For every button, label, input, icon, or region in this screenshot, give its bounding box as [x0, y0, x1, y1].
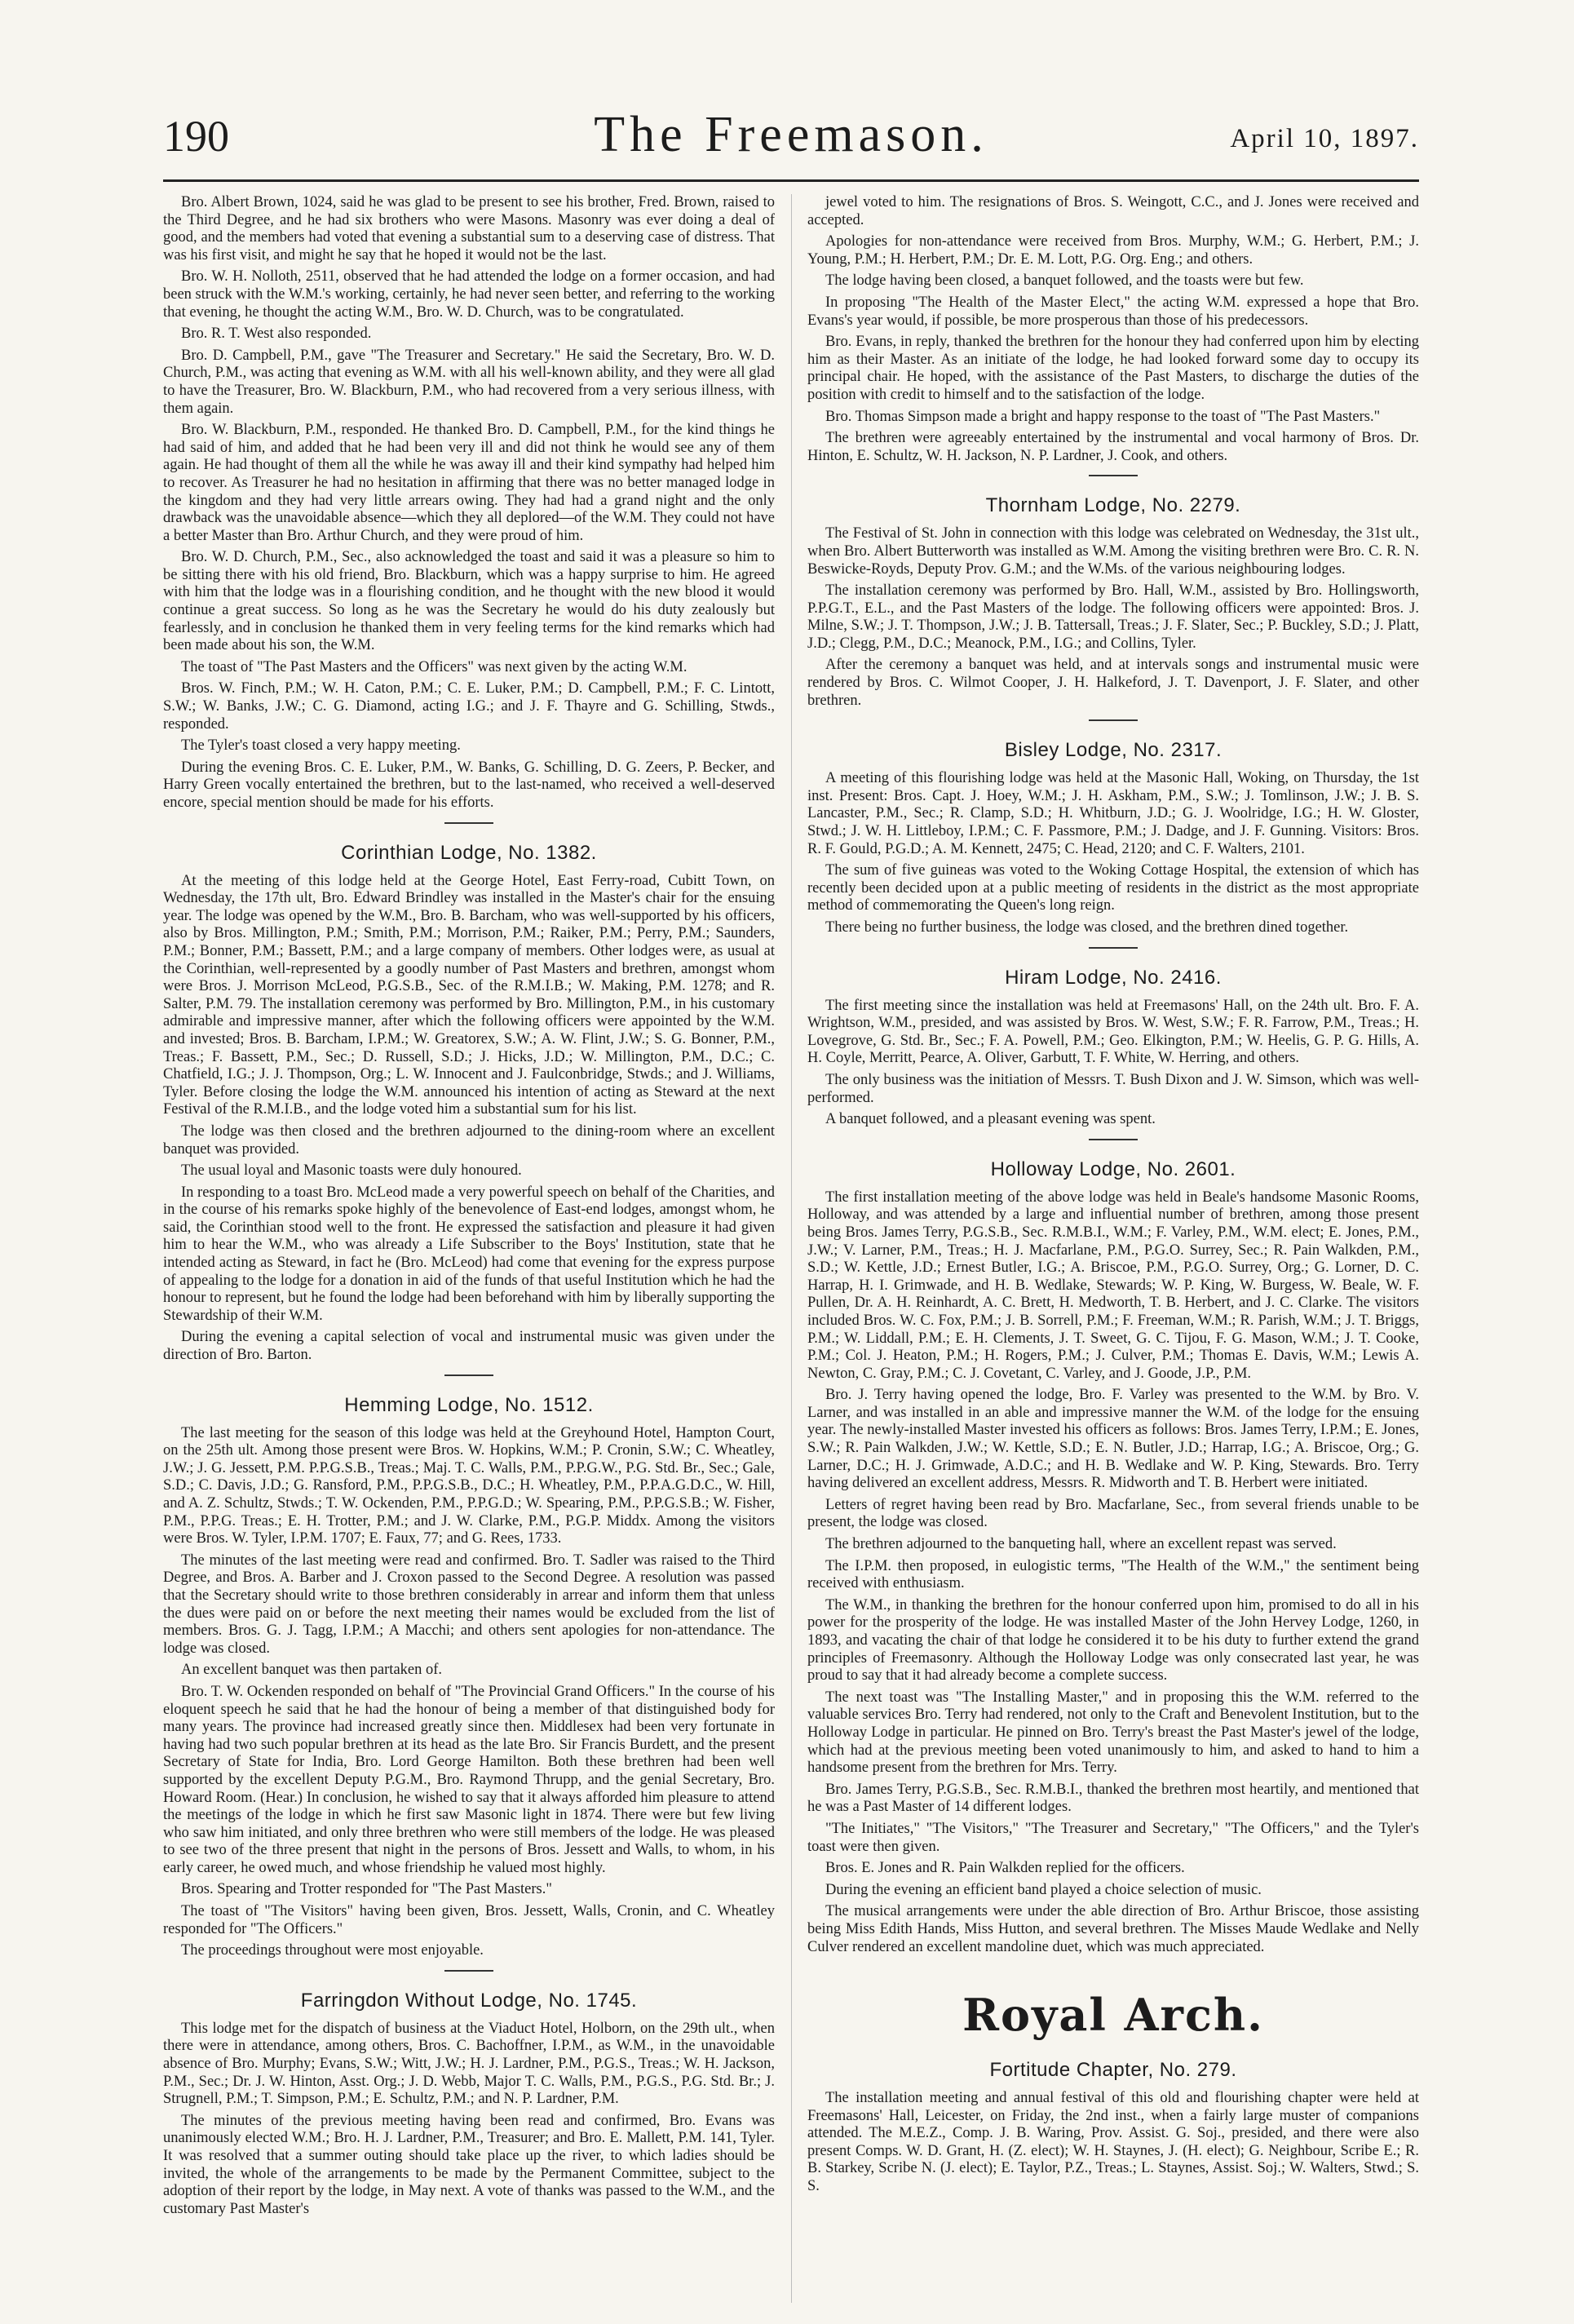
- paragraph: The usual loyal and Masonic toasts were duly honoured.: [181, 1162, 522, 1180]
- paragraph: Bro. W. H. Nolloth, 2511, observed that he had attended the lodge on a former occasion, and had been struck with the W.M.'s working, certainly, he had never seen better, and referring to the working that evening, he thought the acting W.M., Bro. W. D. Church, was to be congratulated.: [163, 268, 775, 321]
- paragraph: At the meeting of this lodge held at the George Hotel, East Ferry-road, Cubitt Town, on Wednesday, the 17th ult, Bro. Edward Brindley was installed in the Master's chair for the ensuing year. The lodge was opened by the W.M., Bro. B. Barcham, who was well-supported by his officers, also by Bros. Millington, P.M.; Smith, P.M.; Morrison, P.M.; Raiker, P.M.; Perry, P.M.; Saunders, P.M.; Bonner, P.M.; Bassett, P.M.; and a large company of members. Other lodges were, as usual at the Corinthian, well-represented by a goodly number of Past Masters and brethren, amongst whom were Bros. J. Morrison McLeod, P.G.S.B., Sec. of the R.M.I.B.; W. Making, P.M. 1278; and R. Salter, P.M. 79. The installation ceremony was performed by Bro. Millington, P.M., in his customary admirable and impressive manner, after which the following officers were appointed by the W.M. and invested; Bros. B. Barcham, I.P.M.; W. Greatorex, S.W.; A. W. Flint, J.W.; S. G. Bonner, P.M., Treas.; F. Bassett, P.M., Sec.; D. Russell, S.D.; J. Hicks, J.D.; W. Millington, P.M., D.C.; C. Chatfield, I.G.; J. J. Thompson, Org.; L. W. Innocent and J. Faulconbridge, Stwds.; and J. Williams, Tyler. Before closing the lodge the W.M. announced his intention of acting as Steward at the next Festival of the R.M.I.B., and the lodge voted him a substantial sum for his list.: [163, 872, 775, 1118]
- column-divider: [791, 194, 792, 2303]
- paragraph: The first installation meeting of the above lodge was held in Beale's handsome Masonic Rooms, Holloway, and was attended by a large and influential number of brethren, among those present being Bros. James Terry, P.G.S.B., Sec. R.M.B.I., W.M.; F. Varley, P.M., W.M. elect; E. Jones, P.M., J.W.; V. Larner, P.M., Treas.; H. J. Macfarlane, P.M., P.G.O. Surrey, Sec.; R. Pain Walkden, P.M., S.D.; W. Kettle, J.D.; Ernest Butler, I.G.; A. Briscoe, P.M., P.G.O. Surrey, Org.; G. Lorner, D. C. Harrap, H. I. Grimwade, and H. B. Wedlake, Stewards; W. P. King, W. Burgess, W. Beale, W. F. Pullen, Dr. A. H. Reinhardt, A. C. Brett, H. Medworth, T. B. Herbert, and J. C. Clarke. The visitors included Bros. W. C. Fox, P.M.; J. B. Sorrell, P.M.; F. Freeman, W.M.; R. Parish, W.M.; J. T. Briggs, P.M.; W. Liddall, P.M.; E. H. Clements, J. T. Sweet, G. C. Tijou, F. G. Mason, W.M.; J. T. Cooke, P.M.; Col. J. Heaton, P.M.; H. Rogers, P.M.; J. Culver, P.M.; Thomas E. Davis, W.M.; Lewis A. Newton, C. Gray, P.M.; C. J. Covetant, C. Varley, and J. Goode, J.P., P.M.: [807, 1189, 1419, 1382]
- royal-arch-title: Royal Arch.: [962, 1989, 1264, 2042]
- paragraph: The brethren adjourned to the banqueting hall, where an excellent repast was served.: [825, 1536, 1337, 1553]
- paragraph: Letters of regret having been read by Bro. Macfarlane, Sec., from several friends unable to be present, the lodge was closed.: [807, 1496, 1419, 1531]
- section-heading: Bisley Lodge, No. 2317.: [1004, 739, 1223, 762]
- section-heading: Holloway Lodge, No. 2601.: [990, 1158, 1236, 1180]
- issue-date: April 10, 1897.: [1230, 124, 1419, 153]
- section-separator: [1089, 719, 1138, 721]
- lodge-report: [163, 1970, 775, 2219]
- section-separator: [444, 822, 493, 824]
- paragraph: Bro. James Terry, P.G.S.B., Sec. R.M.B.I., thanked the brethren most heartily, and mentioned that he was a Past Master of 14 different lodges.: [807, 1781, 1419, 1816]
- paragraph: The minutes of the last meeting were read and confirmed. Bro. T. Sadler was raised to the Third Degree, and Bros. A. Barber and J. Croxon passed to the Second Degree. A resolution was passed that the Secretary should write to those brethren considerably in arrear and inform them that unless the dues were paid on or before the next meeting their names would be excluded from the list of members. Bros. G. J. Tagg, I.P.M.; A Macchi; and others sent apologies for non-attendance. The lodge was closed.: [163, 1552, 775, 1657]
- paragraph: The toast of "The Visitors" having been given, Bros. Jessett, Walls, Cronin, and C. Wheatley responded for "The Officers.": [163, 1903, 775, 1937]
- section-heading: Hiram Lodge, No. 2416.: [1005, 966, 1222, 989]
- paragraph: The lodge having been closed, a banquet followed, and the toasts were but few.: [825, 272, 1304, 290]
- paragraph: The last meeting for the season of this lodge was held at the Greyhound Hotel, Hampton Court, on the 25th ult. Among those present were Bros. W. Hopkins, W.M.; P. Cronin, S.W.; C. Wheatley, J.W.; J. G. Jessett, P.M. P.P.G.S.B., Treas.; Maj. T. C. Walls, P.M., P.P.G.W., P.G. Std. Br., Sec.; Gale, S.D.; C. Davis, J.D.; G. Ransford, P.M., P.P.G.S.B., D.C.; H. Wheatley, P.M., P.P.A.G.D.C., W. Hill, and A. Z. Schultz, Stwds.; T. W. Ockenden, P.M., P.P.G.D.; W. Spearing, P.M., P.P.G.S.B.; W. Fisher, P.M., P.P.G. Treas.; E. H. Trotter, P.M.; and J. W. Clarke, P.M., P.G.P. Middx. Among the visitors were Bros. W. Tyler, I.P.M. 1707; E. Faux, 77; and G. Rees, 1733.: [163, 1424, 775, 1547]
- paragraph: The toast of "The Past Masters and the Officers" was next given by the acting W.M.: [181, 658, 688, 675]
- paragraph: The minutes of the previous meeting having been read and confirmed, Bro. Evans was unanimously elected W.M.; Bro. H. J. Lardner, P.M., Treasurer; and Bro. E. Mallett, P.M. 141, Tyler. It was resolved that a summer outing should take place up the river, to which ladies should be invited, the whole of the arrangements to be made by the Permanent Committee, subject to the adoption of their report by the lodge, in May next. A vote of thanks was passed to the W.M., and the customary Past Master's: [163, 2112, 775, 2217]
- lodge-report: [807, 475, 1419, 710]
- paragraph: Bro. W. D. Church, P.M., Sec., also acknowledged the toast and said it was a pleasure so him to be sitting there with his old friend, Bro. Blackburn, which was a happy surprise to him. He agreed with him that the lodge was in a flourishing condition, and he thought with the new blood it would continue a great success. So long as he was the Secretary he would do his duty zealously but fearlessly, and in conclusion he thanked them in very feeling terms for the kind remarks which had been made about his son, the W.M.: [163, 549, 775, 654]
- paragraph: During the evening Bros. C. E. Luker, P.M., W. Banks, G. Schilling, D. G. Zeers, P. Becker, and Harry Green vocally entertained the brethren, but to the last-named, who received a well-deserved encore, special mention should be made for his efforts.: [163, 759, 775, 811]
- section-separator: [444, 1970, 493, 1972]
- lodge-report: [163, 822, 775, 1365]
- paragraph: The I.P.M. then proposed, in eulogistic terms, "The Health of the W.M.," the sentiment being received with enthusiasm.: [807, 1557, 1419, 1592]
- paragraph: "The Initiates," "The Visitors," "The Treasurer and Secretary," "The Officers," and the Tyler's toast were then given.: [807, 1820, 1419, 1855]
- section-heading: Corinthian Lodge, No. 1382.: [341, 841, 597, 864]
- paragraph: Bro. W. Blackburn, P.M., responded. He thanked Bro. D. Campbell, P.M., for the kind things he had said of him, and added that he had been very ill and did not think he would see any of them again. He had thought of them all the while he was away ill and their kind sympathy had helped him to recover. As Treasurer he had no hesitation in affirming that there was no better managed lodge in the kingdom and they had very little arrears owing. They had had a grand night and the only drawback was the unavoidable absence—which they all deplored—of the W.M. They could not have a better Master than Bro. Arthur Church, and they were proud of him.: [163, 422, 775, 544]
- paragraph: The installation ceremony was performed by Bro. Hall, W.M., assisted by Bro. Hollingsworth, P.P.G.T., E.L., and the Past Masters of the lodge. The following officers were appointed: Bros. J. Milne, S.W.; J. T. Thompson, J.W.; J. B. Tattersall, Treas.; J. F. Slater, Sec.; P. Buckley, S.D.; J. Platt, J.D.; Clegg, P.M., D.C.; Meanock, P.M., I.G.; and Collins, Tyler.: [807, 582, 1419, 652]
- paragraph: A banquet followed, and a pleasant evening was spent.: [825, 1111, 1156, 1128]
- left-column: [163, 194, 775, 2303]
- paragraph: Bro. Evans, in reply, thanked the brethren for the honour they had conferred upon him by electing him as their Master. As an initiate of the lodge, he had looked forward some day to occupy its principal chair. He hoped, with the assistance of the Past Masters, to discharge the duties of the position with credit to himself and to the satisfaction of the lodge.: [807, 334, 1419, 403]
- section-heading: Thornham Lodge, No. 2279.: [985, 494, 1241, 517]
- paragraph: The Tyler's toast closed a very happy meeting.: [181, 737, 461, 755]
- section-separator: [444, 1374, 493, 1376]
- paragraph: The Festival of St. John in connection with this lodge was celebrated on Wednesday, the 31st ult., when Bro. Albert Butterworth was installed as W.M. Among the visiting brethren were Bro. C. R. N. Beswicke-Royds, Deputy Prov. G.M.; and the W.Ms. of the various neighbouring lodges.: [807, 525, 1419, 578]
- right-column: [807, 194, 1419, 2303]
- page-number: 190: [163, 112, 229, 161]
- paragraph: Bro. R. T. West also responded.: [181, 325, 372, 343]
- paragraph: The musical arrangements were under the able direction of Bro. Arthur Briscoe, those assisting being Miss Edith Hands, Miss Hutton, and several brethren. The Misses Maude Wedlake and Nelly Culver rendered an excellent mandoline duet, which was much appreciated.: [807, 1903, 1419, 1955]
- paragraph: Bro. J. Terry having opened the lodge, Bro. F. Varley was presented to the W.M. by Bro. V. Larner, and was installed in an able and impressive manner the W.M. of the lodge for the ensuing year. The newly-installed Master invested his officers as follows: Bros. James Terry, I.P.M.; E. Jones, S.W.; R. Pain Walkden, J.W.; W. Kettle, S.D.; E. N. Butler, J.D.; Harrap, I.G.; A. Briscoe, Org.; G. Larner, D.C.; H. J. Grimwade, A.D.C.; and H. B. Wedlake and W. P. King, Stewards. Bro. Terry having delivered an excellent address, Messrs. R. Midworth and T. B. Herbert were initiated.: [807, 1387, 1419, 1492]
- paragraph: This lodge met for the dispatch of business at the Viaduct Hotel, Holborn, on the 29th ult., when there were in attendance, among others, Bros. C. Bachoffner, I.P.M., as W.M., in the unavoidable absence of Bro. Murphy; Evans, S.W.; Witt, J.W.; H. J. Lardner, P.M., P.G.S., Treas.; W. H. Jackson, P.M., Sec.; Dr. J. W. Hinton, Asst. Org.; J. D. Webb, Major T. C. Walls, P.M., P.G.S., P.G. Std. Br.; J. Strugnell, P.M.; T. Simpson, P.M.; E. Schultz, P.M.; and N. P. Lardner, P.M.: [163, 2020, 775, 2108]
- paragraph: Bro. Thomas Simpson made a bright and happy response to the toast of "The Past Masters.": [825, 408, 1381, 425]
- paragraph: Apologies for non-attendance were received from Bros. Murphy, W.M.; G. Herbert, P.M.; J. Young, P.M.; H. Herbert, P.M.; Dr. E. M. Lott, P.G. Org. Eng.; and others.: [807, 233, 1419, 268]
- newspaper-title: The Freemason.: [594, 107, 988, 162]
- paragraph: Bro. T. W. Ockenden responded on behalf of "The Provincial Grand Officers." In the course of his eloquent speech he said that he had the honour of being a member of that distinguished body for many years. The province had increased greatly since then. Middlesex had been very fortunate in having had two such popular brethren at its head as the late Bro. Sir Francis Burdett, and the present Secretary of State for India, Bro. Lord George Hamilton. Both these brethren had been well supported by the excellent Deputy P.G.M., Bro. Raymond Thrupp, and the genial Secretary, Bro. Howard Room. (Hear.) In conclusion, he wished to say that it always afforded him pleasure to attend the meetings of the lodge in which he first saw Masonic light in 1874. There were but few living who saw him initiated, and only three brethren who were still members of the lodge. He was pleased to see two of the three present that night in the persons of Bros. Jessett and Walls, to whom, in his early career, he owed much, and whose friendship he valued most highly.: [163, 1683, 775, 1876]
- chapter-heading: Fortitude Chapter, No. 279.: [989, 2059, 1237, 2082]
- paragraph: The lodge was then closed and the brethren adjourned to the dining-room where an excellent banquet was provided.: [163, 1122, 775, 1158]
- lodge-report: [807, 719, 1419, 936]
- paragraph: The sum of five guineas was voted to the Woking Cottage Hospital, the extension of which has recently been decided upon at a public meeting of residents in the district as the most appropriate method of commemorating the Queen's long reign.: [807, 862, 1419, 914]
- paragraph: Bros. W. Finch, P.M.; W. H. Caton, P.M.; C. E. Luker, P.M.; D. Campbell, P.M.; F. C. Lintott, S.W.; W. Banks, J.W.; C. G. Diamond, acting I.G.; and J. F. Thayre and G. Schilling, Stwds., responded.: [163, 680, 775, 733]
- section-separator: [1089, 1139, 1138, 1140]
- lodge-report: [807, 1139, 1419, 1956]
- section-heading: Farringdon Without Lodge, No. 1745.: [300, 1989, 638, 2012]
- section-separator: [1089, 947, 1138, 949]
- section-heading: Hemming Lodge, No. 1512.: [344, 1393, 594, 1416]
- paragraph: The only business was the initiation of Messrs. T. Bush Dixon and J. W. Simson, which was well-performed.: [807, 1071, 1419, 1106]
- paragraph: In proposing "The Health of the Master Elect," the acting W.M. expressed a hope that Bro. Evans's year would, if possible, be more prosperous than those of his predecessors.: [807, 294, 1419, 329]
- paragraph: Bro. Albert Brown, 1024, said he was glad to be present to see his brother, Fred. Brown, raised to the Third Degree, and he had six brothers who were Masons. Masonry was ever doing a deal of good, and the members had voted that evening a substantial sum to a deserving case of distress. That was his first visit, and might he say that he hoped it would not be the last.: [163, 194, 775, 263]
- paragraph: In responding to a toast Bro. McLeod made a very powerful speech on behalf of the Charities, and in the course of his remarks spoke highly of the benevolence of East-end lodges, amongst whom, he said, the Corinthian stood well to the front. He expressed the satisfaction and pleasure it had given him to hear the W.M., who was already a Life Subscriber to the Boys' Institution, state that he intended acting as Steward, in fact he (Bro. McLeod) had come that evening for the express purpose of appealing to the lodge for a donation in aid of the funds of that useful Institution which he had the honour to represent, but he found the lodge had been beforehand with him by liberally supporting the Stewardship of their W.M.: [163, 1184, 775, 1324]
- section-separator: [1089, 475, 1138, 476]
- lodge-report: [163, 1374, 775, 1960]
- paragraph: jewel voted to him. The resignations of Bros. S. Weingott, C.C., and J. Jones were received and accepted.: [807, 194, 1419, 228]
- paragraph: Bro. D. Campbell, P.M., gave "The Treasurer and Secretary." He said the Secretary, Bro. W. D. Church, P.M., was acting that evening as W.M. with all his well-known ability, and they were all glad to have the Treasurer, Bro. W. Blackburn, P.M., who had recovered from a very serious illness, with them again.: [163, 347, 775, 417]
- paragraph: There being no further business, the lodge was closed, and the brethren dined together.: [825, 919, 1349, 936]
- paragraph: The W.M., in thanking the brethren for the honour conferred upon him, promised to do all in his power for the prosperity of the lodge. He was installed Master of the John Hervey Lodge, 1260, in 1893, and vacating the chair of that lodge he considered it to be his duty to further extend the grand principles of Freemasonry. Although the Holloway Lodge was only consecrated last year, he was proud to say that it had already become a complete success.: [807, 1596, 1419, 1684]
- masthead-rule: [163, 179, 1419, 182]
- paragraph: The installation meeting and annual festival of this old and flourishing chapter were held at Freemasons' Hall, Leicester, on Friday, the 2nd inst., when a fairly large muster of companions attended. The M.E.Z., Comp. J. B. Waring, Prov. Assist. G. Soj., presided, and there were also present Comps. W. D. Grant, H. (Z. elect); W. H. Staynes, J. (H. elect); G. Neighbour, Scribe E.; R. B. Starkey, Scribe N. (J. elect); E. Taylor, P.Z., Treas.; L. Staynes, Assist. Soj.; W. Walters, Stwd.; S. S.: [807, 2090, 1419, 2195]
- paragraph: The brethren were agreeably entertained by the instrumental and vocal harmony of Bros. Dr. Hinton, E. Schultz, W. H. Jackson, N. P. Lardner, J. Cook, and others.: [807, 430, 1419, 464]
- paragraph: Bros. Spearing and Trotter responded for "The Past Masters.": [181, 1881, 552, 1898]
- paragraph: During the evening a capital selection of vocal and instrumental music was given under the direction of Bro. Barton.: [163, 1329, 775, 1364]
- paragraph: The next toast was "The Installing Master," and in proposing this the W.M. referred to the valuable services Bro. Terry had rendered, not only to the Craft and Benevolent Institution, but to the Holloway Lodge in particular. He pinned on Bro. Terry's breast the Past Master's jewel of the lodge, which had at the previous meeting been voted unanimously to him, and asked to hand to him a handsome present from the brethren for Mrs. Terry.: [807, 1689, 1419, 1777]
- paragraph: A meeting of this flourishing lodge was held at the Masonic Hall, Woking, on Thursday, the 1st inst. Present: Bros. Capt. J. Hoey, W.M.; J. H. Askham, P.M., S.W.; J. Tomlinson, J.W.; J. B. S. Lancaster, P.M., Sec.; R. Clamp, S.D.; H. Whitburn, J.D.; G. J. Woolridge, I.G.; H. W. Gloster, Stwd.; J. W. H. Littleboy, I.P.M.; C. F. Passmore, P.M.; J. Dadge, and J. F. Gunning. Visitors: Bros. R. F. Gould, P.G.D.; A. M. Kennett, 2475; C. Head, 2120; and C. F. Walters, 2101.: [807, 770, 1419, 857]
- paragraph: An excellent banquet was then partaken of.: [181, 1662, 443, 1679]
- paragraph: The proceedings throughout were most enjoyable.: [181, 1942, 484, 1959]
- paragraph: The first meeting since the installation was held at Freemasons' Hall, on the 24th ult. Bro. F. A. Wrightson, W.M., presided, and was assisted by Bros. W. West, S.W.; F. R. Farrow, P.M., Treas.; H. Lovegrove, G. Std. Br., Sec.; F. A. Powell, P.M.; Geo. Elkington, P.M.; W. Heelis, G. P. G. Hills, A. H. Coyle, Merritt, Pearce, A. Oliver, Garbutt, T. F. White, W. Herring, and others.: [807, 997, 1419, 1067]
- masthead: [163, 106, 1419, 181]
- paragraph: Bros. E. Jones and R. Pain Walkden replied for the officers.: [825, 1860, 1185, 1877]
- paragraph: After the ceremony a banquet was held, and at intervals songs and instrumental music were rendered by Bros. C. Wilmot Cooper, J. H. Halkeford, J. T. Davenport, J. F. Slater, and other brethren.: [807, 657, 1419, 709]
- lodge-report: [807, 947, 1419, 1129]
- royal-arch-section: [807, 1989, 1419, 2196]
- paragraph: During the evening an efficient band played a choice selection of music.: [825, 1881, 1262, 1898]
